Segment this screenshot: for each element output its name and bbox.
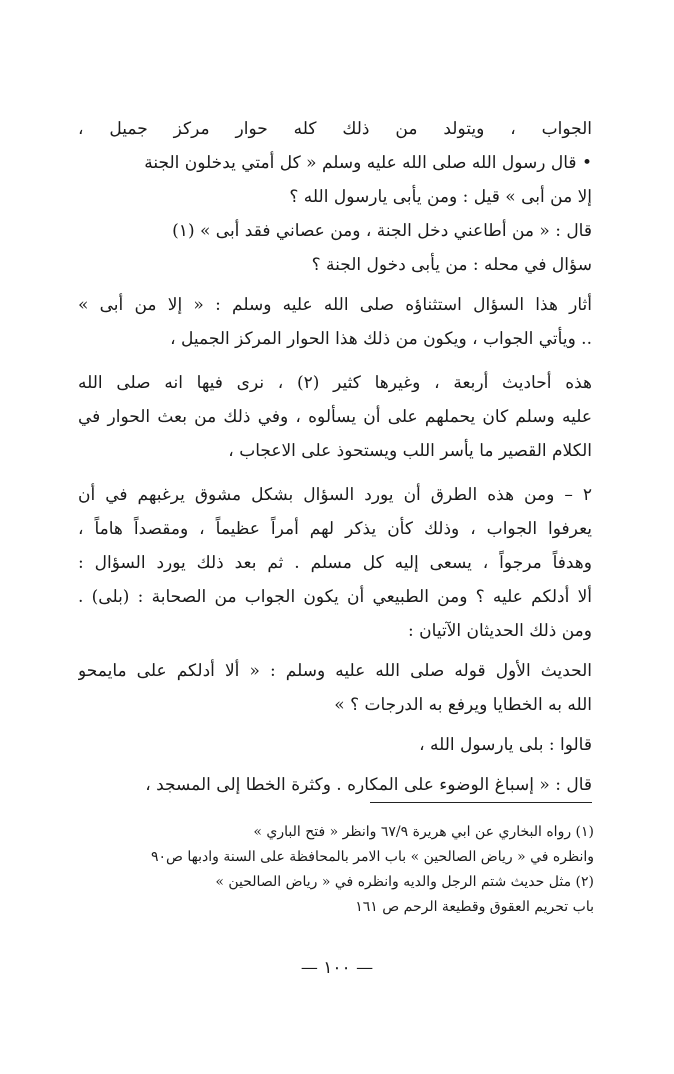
footnote-line: (١) رواه البخاري عن ابي هريرة ٦٧/٩ وانظر « فتح الباري » — [253, 824, 594, 840]
body-text — [78, 112, 592, 802]
text-line: .. ويأتي الجواب ، ويكون من ذلك هذا الحوار المركز الجميل ، — [170, 329, 592, 349]
text-line: سؤال في محله : من يأبى دخول الجنة ؟ — [311, 255, 592, 275]
text-line: قالوا : بلى يارسول الله ، — [419, 735, 592, 755]
footnote-line: (٢) مثل حديث شتم الرجل والديه وانظره في « رياض الصالحين » — [215, 874, 594, 890]
footnote-line: وانظره في « رياض الصالحين » باب الامر بالمحافظة على السنة وادبها ص٩٠ — [150, 849, 594, 865]
text-line: يعرفوا الجواب ، وذلك كأن يذكر لهم أمراً عظيماً ، ومقصداً هاماً ، — [78, 519, 592, 539]
footnotes — [70, 820, 594, 920]
text-line: الكلام القصير ما يأسر اللب ويستحوذ على الاعجاب ، — [228, 441, 592, 461]
text-line: قال : « من أطاعني دخل الجنة ، ومن عصاني فقد أبى » (١) — [172, 221, 592, 241]
text-line: الجواب ، ويتولد من ذلك كله حوار مركز جميل ، — [78, 119, 592, 139]
footnote-line: باب تحريم العقوق وقطيعة الرحم ص ١٦١ — [355, 899, 594, 915]
text-line: إلا من أبى » قيل : ومن يأبى يارسول الله ؟ — [289, 187, 592, 207]
text-line: أثار هذا السؤال استثناؤه صلى الله عليه وسلم : « إلا من أبى » — [78, 295, 592, 315]
text-line: الحديث الأول قوله صلى الله عليه وسلم : « ألا أدلكم على مايمحو — [78, 661, 592, 681]
text-line: ألا أدلكم عليه ؟ ومن الطبيعي أن يكون الجواب من الصحابة : (بلى) . — [78, 587, 592, 607]
text-line: ٢ – ومن هذه الطرق أن يورد السؤال بشكل مشوق يرغبهم في أن — [78, 485, 592, 505]
page-number: — ١٠٠ — — [300, 958, 374, 978]
text-line: هذه أحاديث أربعة ، وغيرها كثير (٢) ، نرى فيها انه صلى الله — [78, 373, 592, 393]
text-line: عليه وسلم كان يحملهم على أن يسألوه ، وفي ذلك من بعث الحوار في — [78, 407, 592, 427]
text-line: • قال رسول الله صلى الله عليه وسلم « كل أمتي يدخلون الجنة — [144, 153, 592, 173]
text-line: ومن ذلك الحديثان الآتيان : — [408, 621, 592, 641]
text-line: وهدفاً مرجواً ، يسعى إليه كل مسلم . ثم بعد ذلك يورد السؤال : — [78, 553, 592, 573]
text-line: الله به الخطايا ويرفع به الدرجات ؟ » — [334, 695, 592, 715]
footnote-divider — [370, 802, 592, 803]
text-line: قال : « إسباغ الوضوء على المكاره . وكثرة الخطا إلى المسجد ، — [145, 775, 592, 795]
